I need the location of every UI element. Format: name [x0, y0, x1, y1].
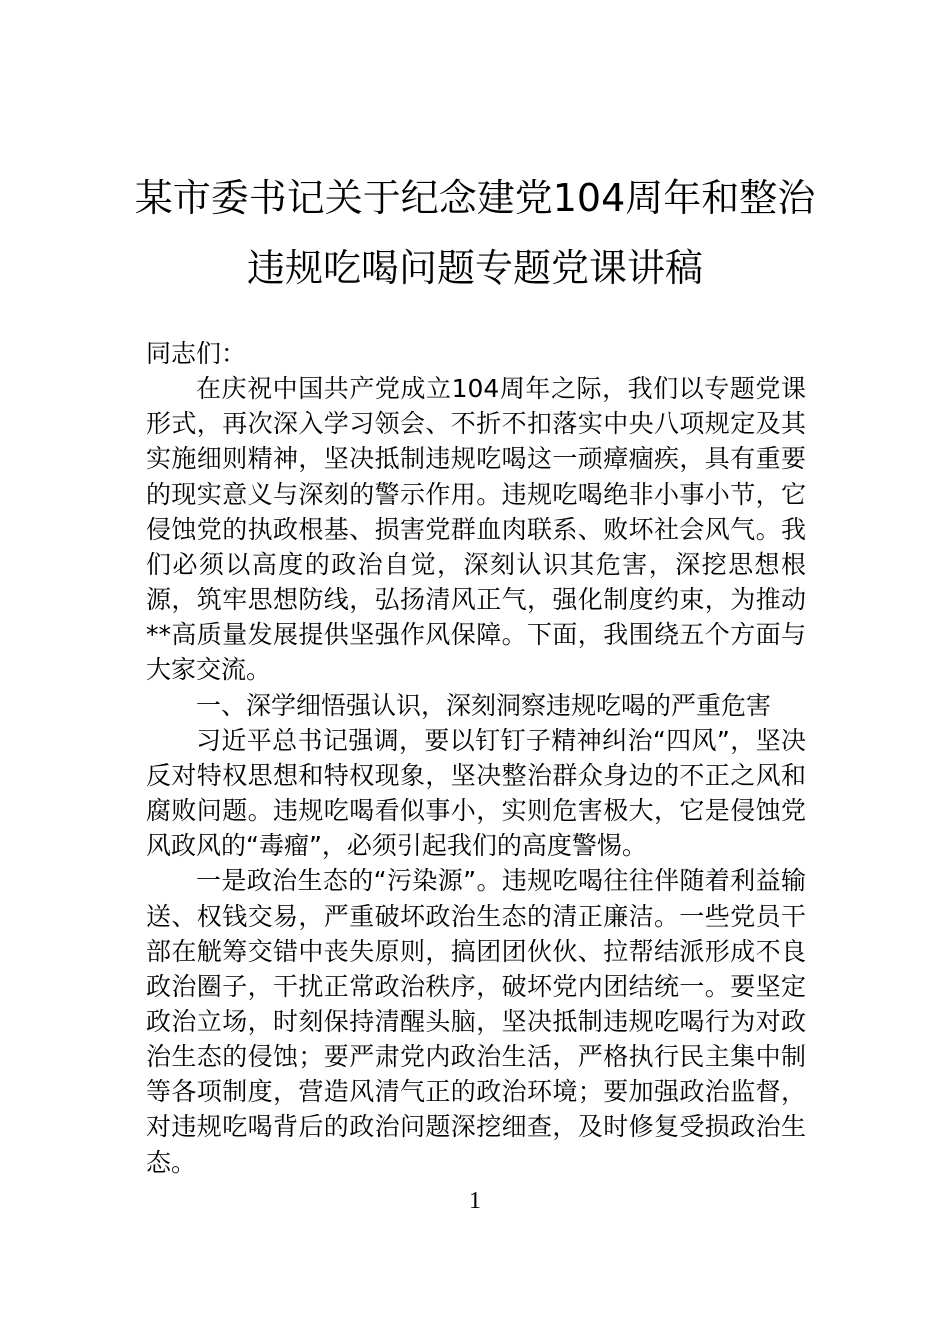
page-number: 1 — [469, 1188, 481, 1214]
paragraph-xi-quote: 习近平总书记强调，要以钉钉子精神纠治“四风”，坚决反对特权思想和特权现象，坚决整治群众身边的不正之风和腐败问题。违规吃喝看似事小，实则危害极大，它是侵蚀党风政风的“毒瘤”，必须引起我们的高度警惕。 — [146, 725, 806, 861]
paragraph-intro: 在庆祝中国共产党成立104周年之际，我们以专题党课形式，再次深入学习领会、不折不扣落实中央八项规定及其实施细则精神，坚决抵制违规吃喝这一顽瘴痼疾，具有重要的现实意义与深刻的警示作用。违规吃喝绝非小事小节，它侵蚀党的执政根基、损害党群血肉联系、败坏社会风气。我们必须以高度的政治自觉，深刻认识其危害，深挖思想根源，筑牢思想防线，弘扬清风正气，强化制度约束，为推动**高质量发展提供坚强作风保障。下面，我围绕五个方面与大家交流。 — [146, 374, 806, 685]
salutation: 同志们： — [146, 339, 247, 368]
section-heading-1: 一、深学细悟强认识，深刻洞察违规吃喝的严重危害 — [196, 690, 772, 720]
paragraph-political-ecology: 一是政治生态的“污染源”。违规吃喝往往伴随着利益输送、权钱交易，严重破坏政治生态的清正廉洁。一些党员干部在觥筹交错中丧失原则，搞团团伙伙、拉帮结派形成不良政治圈子，干扰正常政治秩序，破坏党内团结统一。要坚定政治立场，时刻保持清醒头脑，坚决抵制违规吃喝行为对政治生态的侵蚀；要严肃党内政治生活，严格执行民主集中制等各项制度，营造风清气正的政治环境；要加强政治监督，对违规吃喝背后的政治问题深挖细查，及时修复受损政治生态。 — [146, 866, 806, 1177]
document-title-line-2: 违规吃喝问题专题党课讲稿 — [246, 246, 703, 290]
document-title-line-1: 某市委书记关于纪念建党104周年和整治 — [134, 176, 816, 220]
document-body — [146, 336, 806, 1180]
